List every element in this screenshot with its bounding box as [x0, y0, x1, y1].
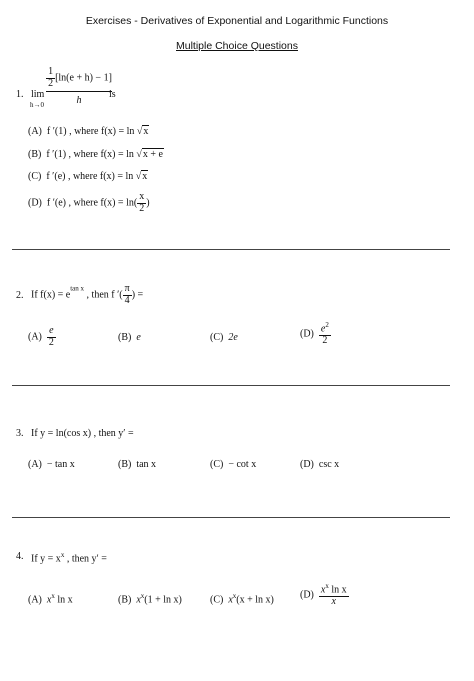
- section-subtitle: Multiple Choice Questions: [176, 40, 298, 52]
- limit-expression: [46, 67, 112, 106]
- option-4d[interactable]: (D) $\frac{x^x \ln x}{x}$: [300, 582, 347, 607]
- option-2c[interactable]: (C) 2e: [210, 332, 238, 343]
- question-number: 4.: [16, 551, 24, 562]
- option-3b[interactable]: (B) tan x: [118, 459, 157, 470]
- option-2b[interactable]: (B) e: [118, 332, 141, 343]
- half-fraction: $\frac{1}{2}$: [48, 66, 54, 89]
- option-3a[interactable]: (A) − tan x: [28, 459, 75, 470]
- limit-operator: lim: [31, 89, 45, 100]
- denominator-h: h: [76, 95, 82, 106]
- page-title: Exercises - Derivatives of Exponential and Logarithmic Functions: [85, 15, 389, 27]
- bracket-term: [ln(e + h) − 1]: [55, 72, 112, 84]
- option-3c[interactable]: (C) − cot x: [210, 459, 257, 470]
- limit-subscript: h→0: [30, 101, 44, 109]
- option-2d[interactable]: (D) $\frac{e^2}{2}$: [300, 321, 329, 346]
- divider: [12, 517, 450, 518]
- question-text: If $f(x) = e^{tan x}$ , then f ′( $\frac{\pi}{4}$ ) =: [31, 283, 144, 306]
- divider: [12, 249, 450, 250]
- is-word: is: [109, 89, 116, 100]
- question-text: If $y = x^x$ , then y′ =: [31, 551, 107, 565]
- divider: [12, 385, 450, 386]
- question-number: 3.: [16, 428, 24, 439]
- option-1c[interactable]: (C) f ′(e) , where f(x) = ln √x: [28, 171, 148, 182]
- option-4a[interactable]: (A) $x^x$ ln x: [28, 592, 73, 606]
- option-1d[interactable]: (D) f ′(e) , where f(x) = ln( $\frac{x}{2}$ ): [28, 191, 150, 214]
- option-1a[interactable]: (A) f ′(1) , where f(x) = ln √x: [28, 126, 149, 137]
- question-text: If y = ln(cos x) , then y′ =: [31, 428, 134, 439]
- option-3d[interactable]: (D) csc x: [300, 459, 340, 470]
- question-number: 1.: [16, 89, 24, 100]
- option-1b[interactable]: (B) f ′(1) , where f(x) = ln √x + e: [28, 149, 163, 160]
- option-4c[interactable]: (C) $x^x(x + \ln x)$: [210, 592, 274, 606]
- option-4b[interactable]: (B) $x^x(1 + \ln x)$: [118, 592, 182, 606]
- option-2a[interactable]: (A) $\frac{e}{2}$: [28, 325, 54, 348]
- question-number: 2.: [16, 290, 24, 301]
